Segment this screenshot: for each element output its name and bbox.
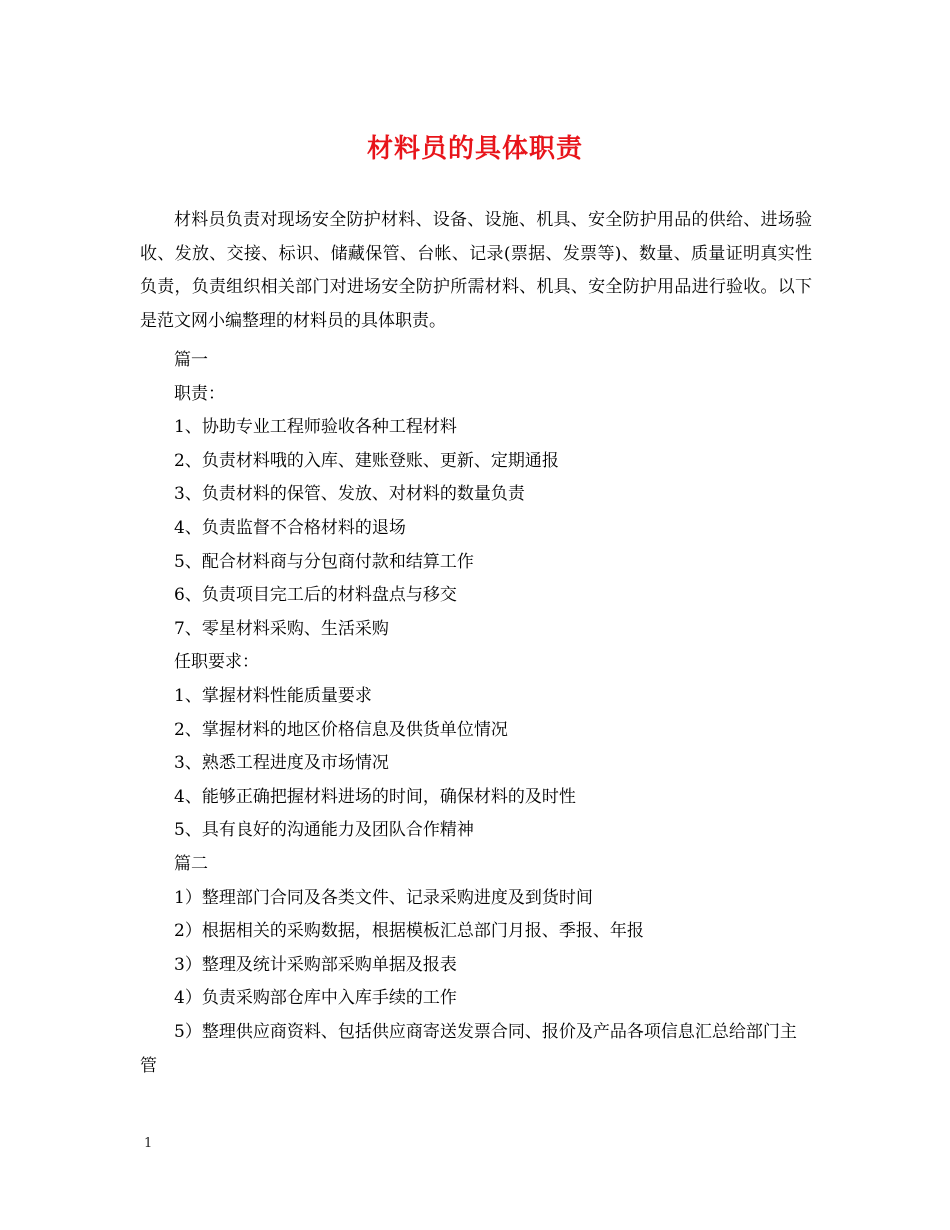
list-item: 3）整理及统计采购部采购单据及报表 xyxy=(174,954,457,975)
page-number: 1 xyxy=(144,1136,153,1151)
list-item: 4）负责采购部仓库中入库手续的工作 xyxy=(174,988,457,1009)
list-item: 6、负责项目完工后的材料盘点与移交 xyxy=(174,585,457,606)
list-item: 3、负责材料的保管、发放、对材料的数量负责 xyxy=(174,484,525,505)
list-item: 4、负责监督不合格材料的退场 xyxy=(174,517,406,538)
duties-heading: 职责： xyxy=(174,383,225,404)
document-title: 材料员的具体职责 xyxy=(366,134,583,164)
content-lines xyxy=(140,344,812,1016)
list-item: 5、配合材料商与分包商付款和结算工作 xyxy=(174,551,474,572)
intro-paragraph: 材料员负责对现场安全防护材料、设备、设施、机具、安全防护用品的供给、进场验收、发放、交接、标识、储藏保管、台帐、记录(票据、发票等)、数量、质量证明真实性负责，负责组织相关部门对进场安全防护所需材料、机具、安全防护用品进行验收。以下是范文网小编整理的材料员的具体职责。 xyxy=(140,210,812,331)
list-item: 3、熟悉工程进度及市场情况 xyxy=(174,753,389,774)
requirements-heading: 任职要求： xyxy=(174,652,259,673)
list-item: 2）根据相关的采购数据，根据模板汇总部门月报、季报、年报 xyxy=(174,921,644,942)
section-heading: 篇二 xyxy=(174,853,208,874)
list-item: 1、掌握材料性能质量要求 xyxy=(174,685,372,706)
section-heading: 篇一 xyxy=(174,350,208,370)
list-item: 1、协助专业工程师验收各种工程材料 xyxy=(174,417,457,438)
list-item: 7、零星材料采购、生活采购 xyxy=(174,618,389,639)
list-item: 2、负责材料哦的入库、建账登账、更新、定期通报 xyxy=(174,450,559,471)
list-item: 1）整理部门合同及各类文件、记录采购进度及到货时间 xyxy=(174,887,593,908)
list-item: 5、具有良好的沟通能力及团队合作精神 xyxy=(174,820,474,841)
list-item: 4、能够正确把握材料进场的时间，确保材料的及时性 xyxy=(174,786,576,807)
list-item: 2、掌握材料的地区价格信息及供货单位情况 xyxy=(174,719,508,740)
last-list-paragraph: 5）整理供应商资料、包括供应商寄送发票合同、报价及产品各项信息汇总给部门主管 xyxy=(140,1022,797,1076)
